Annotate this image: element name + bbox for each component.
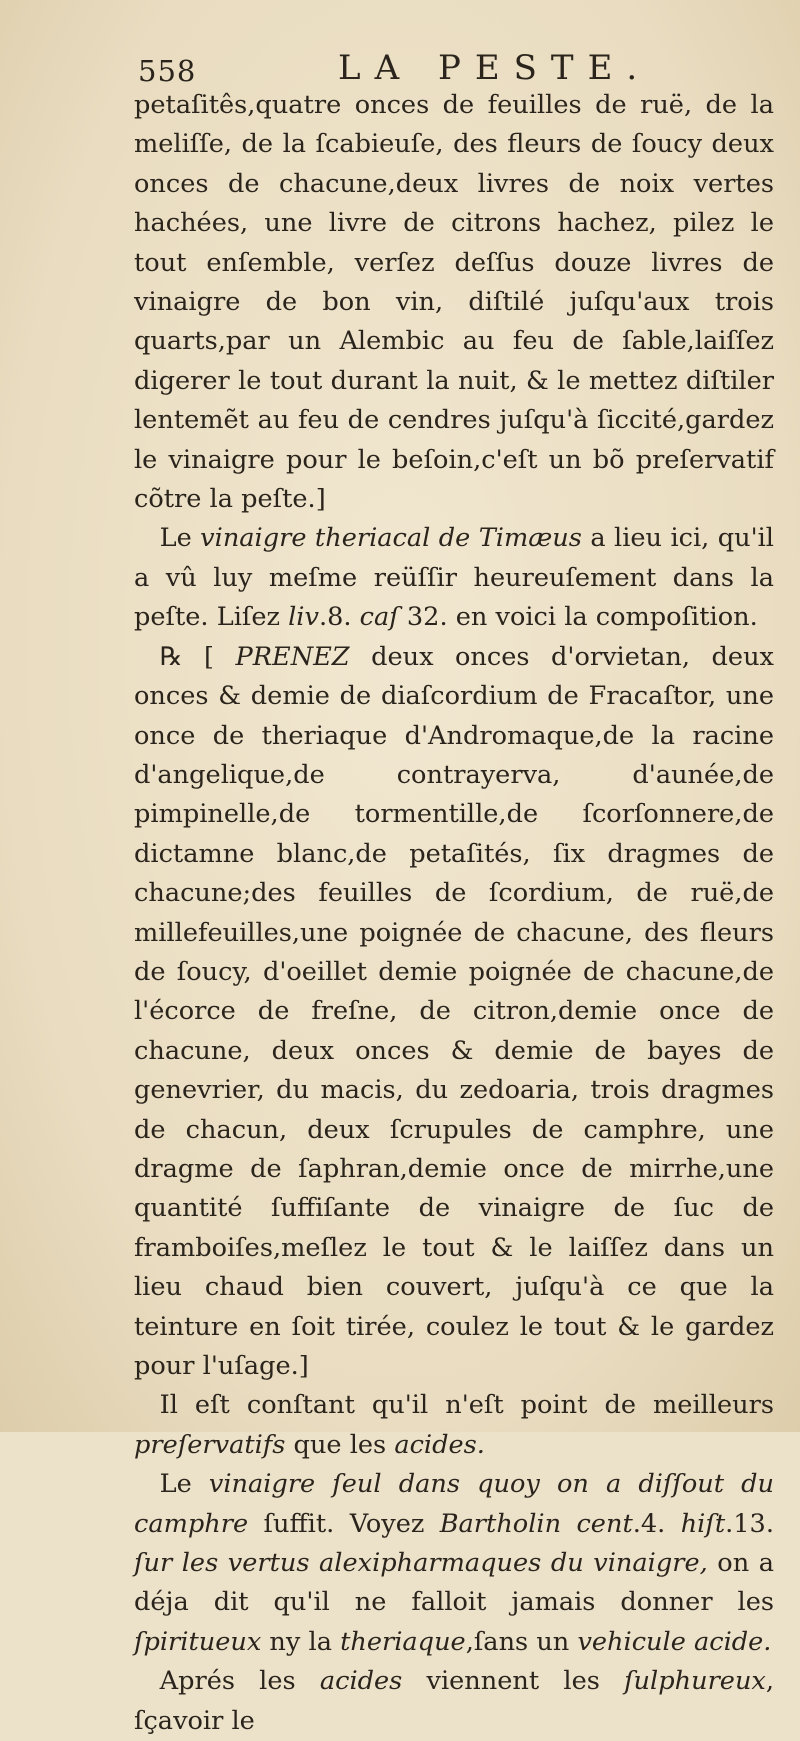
text-run: a lieu ici, qu'il a vû luy meſme reüſſir heureuſement dans la peſte. Liſez <box>134 523 774 633</box>
text-run: .13. <box>725 1508 774 1539</box>
italic-text: theriaque <box>340 1626 466 1657</box>
italic-text: hiſt <box>680 1508 726 1539</box>
text-run: , ſçavoir le <box>134 1666 775 1736</box>
italic-text: ſulphureux <box>624 1666 766 1697</box>
italic-text: PRENEZ <box>235 641 350 672</box>
paragraph-p4 <box>134 1386 774 1465</box>
italic-text: caſ <box>359 602 399 633</box>
text-run: 32. en voici la compoſition. <box>398 602 758 633</box>
paragraph-p6 <box>134 1662 774 1741</box>
text-run: ,ſans un <box>465 1626 578 1657</box>
italic-text: vinaigre theriacal de Timæus <box>200 523 582 554</box>
italic-text: vinaigre ſeul dans quoy on a diſſout du camphre <box>134 1469 774 1539</box>
text-run: Le <box>159 523 201 554</box>
text-run: on a déja dit qu'il ne falloit jamais donner les <box>134 1548 774 1618</box>
text-run: viennent les <box>402 1666 625 1697</box>
paragraph-p3 <box>134 638 774 1387</box>
italic-text: ſpiritueux <box>134 1626 262 1657</box>
text-run: .8. <box>318 602 360 633</box>
text-run: Le <box>159 1469 209 1500</box>
text-run: Aprés les <box>159 1666 320 1697</box>
body-text <box>134 86 774 1741</box>
running-title: LA PESTE. <box>338 48 652 88</box>
italic-text: ſur les vertus alexipharmaques du vinaigre, <box>134 1548 708 1579</box>
text-run: que les <box>285 1429 395 1460</box>
text-run: ſuffit. Voyez <box>248 1508 440 1539</box>
italic-text: preſervatifs <box>134 1429 286 1460</box>
italic-text: acides. <box>394 1429 485 1460</box>
text-run: .4. <box>632 1508 681 1539</box>
text-run: Il eſt conſtant qu'il n'eſt point de meilleurs <box>159 1390 774 1421</box>
text-run: ℞ [ <box>159 641 236 672</box>
italic-text: vehicule acide. <box>577 1626 772 1657</box>
page-number: 558 <box>138 54 197 88</box>
text-run: deux onces d'orvietan, deux onces & demie de diaſcordium de Fracaſtor, une once de theriaque d'Andromaque,de la racine d'angelique,de contrayerva, d'aunée,de pimpinelle,de tormentille,de ſcorſonnere,de dictamne blanc,de petaſités, ſix dragmes de chacune;des feuilles de ſcordium, de ruë,de millefeuilles,une poignée de chacune, des fleurs de ſoucy, d'oeillet demie poignée de chacune,de l'écorce de freſne, de citron,demie once de chacune, deux onces & demie de bayes de genevrier, du macis, du zedoaria, trois dragmes de chacun, deux ſcrupules de camphre, une dragme de ſaphran,demie once de mirrhe,une quantité ſuffiſante de vinaigre de ſuc de framboiſes,meſlez le tout & le laiſſez dans un lieu chaud bien couvert, juſqu'à ce que la teinture en ſoit tirée, coulez le tout & le gardez pour l'uſage.] <box>134 641 774 1381</box>
paragraph-p5 <box>134 1465 774 1662</box>
paragraph-p2 <box>134 519 774 637</box>
italic-text: liv <box>288 602 319 633</box>
text-run: petaſitês,quatre onces de feuilles de ruë, de la meliſſe, de la ſcabieuſe, des fleurs de ſoucy deux onces de chacune,deux livres de noix vertes hachées, une livre de citrons hachez, pilez le tout enſemble, verſez deſſus douze livres de vinaigre de bon vin, diſtilé juſqu'aux trois quarts,par un Alembic au feu de ſable,laiſſez digerer le tout durant la nuit, & le mettez diſtiler lentemẽt au feu de cendres juſqu'à ſiccité,gardez le vinaigre pour le beſoin,c'eſt un bõ preſervatif cõtre la peſte.] <box>134 90 774 515</box>
text-run: ny la <box>261 1626 341 1657</box>
paragraph-p1 <box>134 86 774 519</box>
italic-text: acides <box>319 1666 403 1697</box>
italic-text: Bartholin cent <box>439 1508 633 1539</box>
